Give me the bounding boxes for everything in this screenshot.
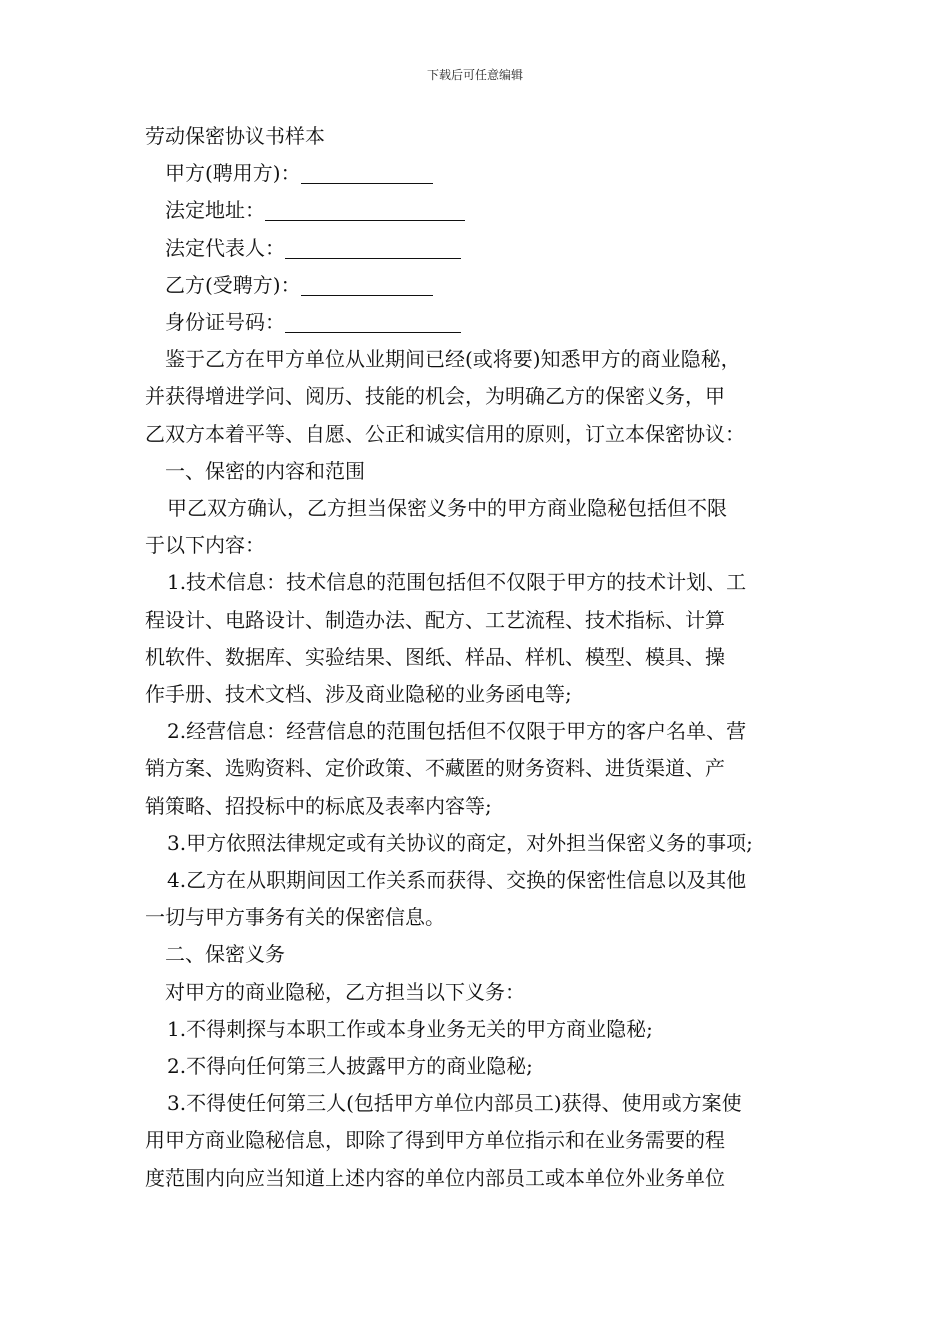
- legal-rep-field: [145, 230, 810, 267]
- legal-rep-blank: [285, 236, 461, 259]
- paragraph-line: 机软件、数据库、实验结果、图纸、样品、样机、模型、模具、操: [145, 644, 725, 669]
- paragraph-line: 度范围内向应当知道上述内容的单位内部员工或本单位外业务单位: [145, 1165, 725, 1190]
- party-b-field: [145, 267, 810, 304]
- legal-address-label: 法定地址：: [165, 198, 265, 223]
- party-a-label: 甲方(聘用方)：: [165, 161, 301, 186]
- paragraph-line: 对甲方的商业隐秘，乙方担当以下义务：: [165, 979, 525, 1004]
- paragraph-line: 于以下内容：: [145, 533, 265, 558]
- paragraph-line: 2.不得向任何第三人披露甲方的商业隐秘;: [167, 1054, 533, 1079]
- party-b-label: 乙方(受聘方)：: [165, 272, 301, 297]
- legal-address-field: [145, 192, 810, 229]
- document-body: [145, 118, 810, 1197]
- paragraph-line: 用甲方商业隐秘信息，即除了得到甲方单位指示和在业务需要的程: [145, 1128, 725, 1153]
- document-title: 劳动保密协议书样本: [145, 124, 325, 148]
- paragraph-line: 销策略、招投标中的标底及表率内容等;: [145, 793, 492, 818]
- legal-address-blank: [265, 198, 465, 221]
- paragraph-line: 3.不得使任何第三人(包括甲方单位内部员工)获得、使用或方案使: [167, 1091, 742, 1116]
- paragraph-line: 一切与甲方事务有关的保密信息。: [145, 905, 445, 930]
- paragraph-line: 乙双方本着平等、自愿、公正和诚实信用的原则，订立本保密协议：: [145, 421, 745, 446]
- party-a-blank: [301, 161, 433, 184]
- paragraph-line: 甲乙双方确认，乙方担当保密义务中的甲方商业隐秘包括但不限: [167, 496, 727, 521]
- paragraph-line: 程设计、电路设计、制造办法、配方、工艺流程、技术指标、计算: [145, 607, 725, 632]
- paragraph-line: 1.不得刺探与本职工作或本身业务无关的甲方商业隐秘;: [167, 1016, 653, 1041]
- section-heading: 一、保密的内容和范围: [165, 458, 365, 483]
- legal-rep-label: 法定代表人：: [165, 235, 285, 260]
- paragraph-line: 销方案、选购资料、定价政策、不藏匿的财务资料、进货渠道、产: [145, 756, 725, 781]
- party-a-field: [145, 155, 810, 192]
- paragraph-line: 2.经营信息：经营信息的范围包括但不仅限于甲方的客户名单、营: [167, 719, 747, 744]
- section-heading: 二、保密义务: [165, 942, 285, 967]
- page-header: 下载后可任意编辑: [426, 68, 523, 82]
- id-number-field: [145, 304, 810, 341]
- paragraph-line: 并获得增进学问、阅历、技能的机会，为明确乙方的保密义务，甲: [145, 384, 725, 409]
- party-b-blank: [301, 273, 433, 296]
- paragraph-line: 作手册、技术文档、涉及商业隐秘的业务函电等;: [145, 682, 572, 707]
- paragraph-line: 1.技术信息：技术信息的范围包括但不仅限于甲方的技术计划、工: [167, 570, 747, 595]
- paragraph-line: 4.乙方在从职期间因工作关系而获得、交换的保密性信息以及其他: [167, 868, 747, 893]
- paragraph-line: 鉴于乙方在甲方单位从业期间已经(或将要)知悉甲方的商业隐秘，: [165, 347, 741, 372]
- paragraph-line: 3.甲方依照法律规定或有关协议的商定，对外担当保密义务的事项;: [167, 830, 753, 855]
- id-number-label: 身份证号码：: [165, 310, 285, 335]
- id-number-blank: [285, 310, 461, 333]
